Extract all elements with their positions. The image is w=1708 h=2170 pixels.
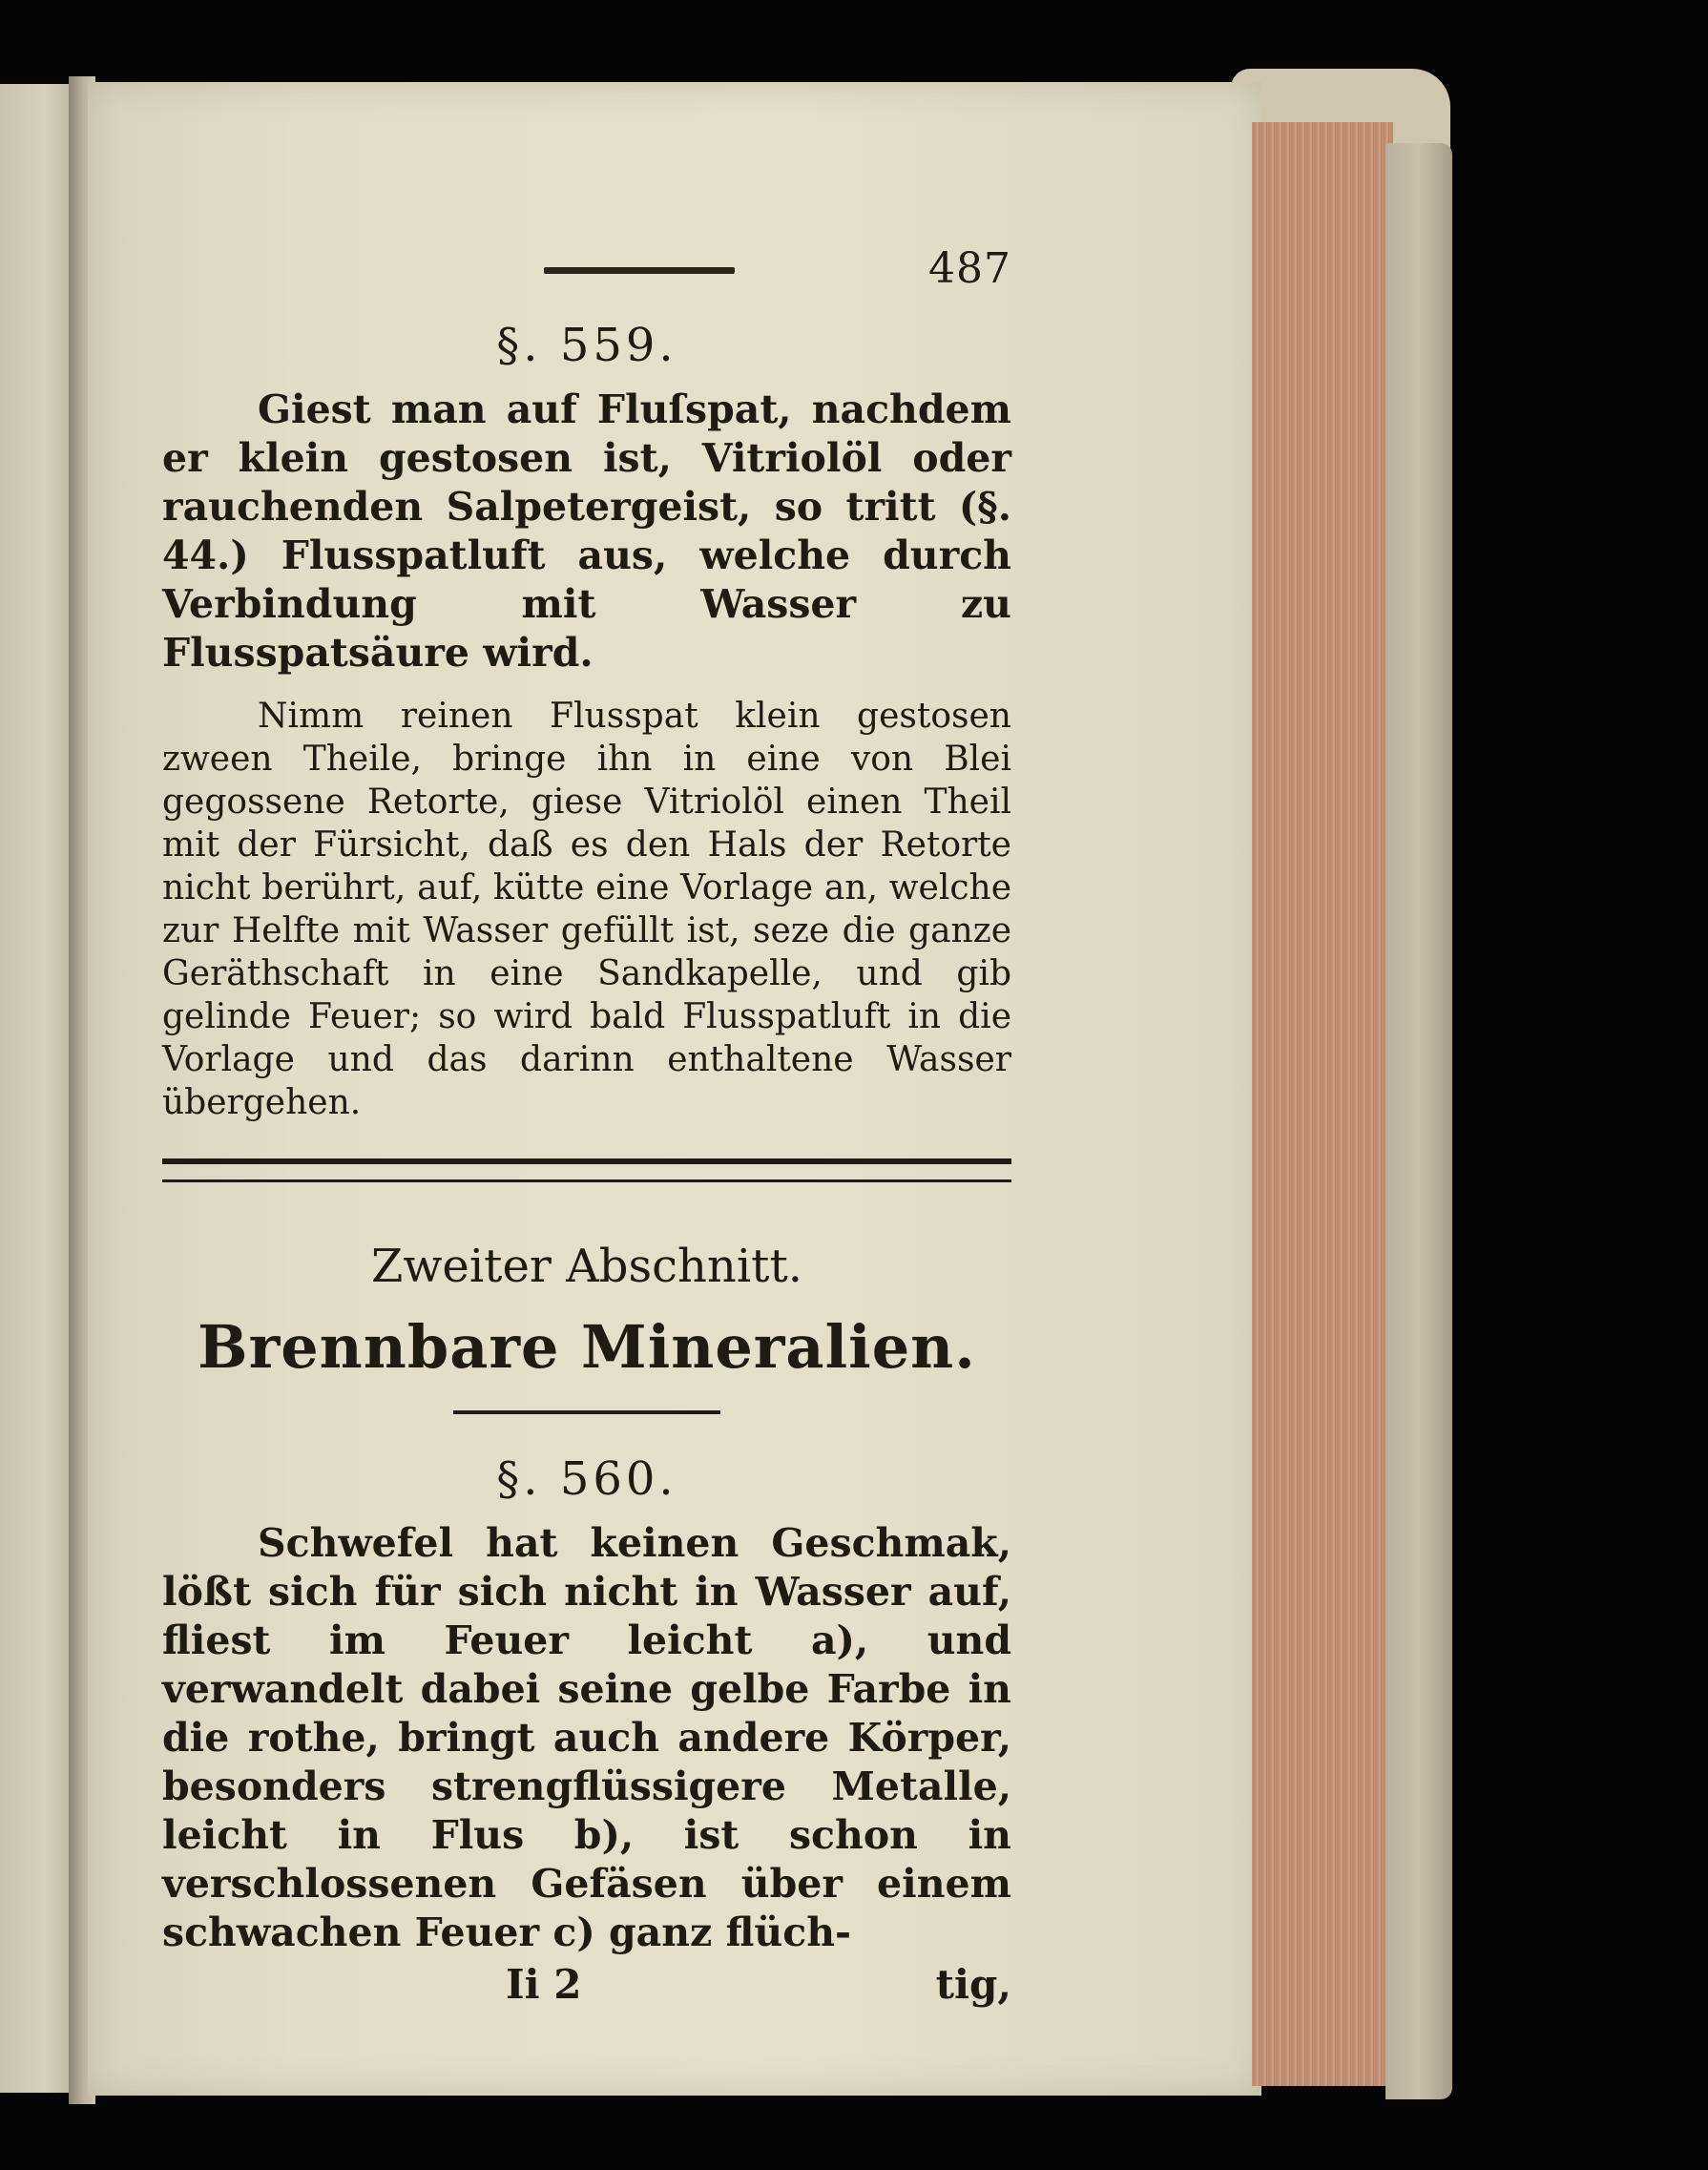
header-rule [544, 267, 735, 274]
section-560-heading: §. 560. [496, 1452, 677, 1506]
page-footer [162, 1961, 1011, 2018]
running-header [162, 244, 1011, 311]
section-559-heading: §. 559. [496, 319, 677, 372]
chapter-heading: Zweiter Abschnitt. [370, 1240, 802, 1293]
section-560-paragraph: Schwefel hat keinen Geschmak, lößt sich für sich nicht in Wasser auf, fliest im Feuer leicht a), und verwandelt dabei seine gelbe Farbe in die rothe, bringt auch andere Körper, besonders strengflüssigere Metalle, leicht in Flus b), ist schon in verschlossenen Gefäsen über einem schwachen Feuer c) ganz flüch- [162, 1520, 1011, 1955]
signature-mark: Ii 2 [506, 1961, 582, 2008]
chapter-title: Brennbare Mineralien. [198, 1312, 976, 1382]
section-divider [162, 1158, 1011, 1182]
page-number: 487 [928, 244, 1011, 293]
catchword: tig, [935, 1961, 1011, 2008]
left-facing-page [0, 84, 76, 2093]
section-559-note: Nimm reinen Flusspat klein gestosen zween Theile, bringe ihn in eine von Blei gegossene Retorte, giese Vitriolöl einen Theil mit der Fürsicht, daß es den Hals der Retorte nicht berührt, auf, kütte eine Vorlage an, welche zur Helfte mit Wasser gefüllt ist, seze die ganze Geräthschaft in eine Sandkapelle, und gib gelinde Feuer; so wird bald Flusspatluft in die Vorlage und das darinn enthaltene Wasser übergehen. [162, 697, 1011, 1122]
cover-edge [1385, 143, 1452, 2099]
title-rule [453, 1410, 720, 1414]
section-559-paragraph: Giest man auf Fluſspat, nachdem er klein gestosen ist, Vitriolöl oder rauchenden Salpetergeist, so tritt (§. 44.) Flusspatluft aus, welche durch Verbindung mit Wasser zu Flusspatsäure wird. [162, 386, 1011, 676]
page-fore-edge [1252, 122, 1393, 2086]
page-content [162, 244, 1011, 2018]
